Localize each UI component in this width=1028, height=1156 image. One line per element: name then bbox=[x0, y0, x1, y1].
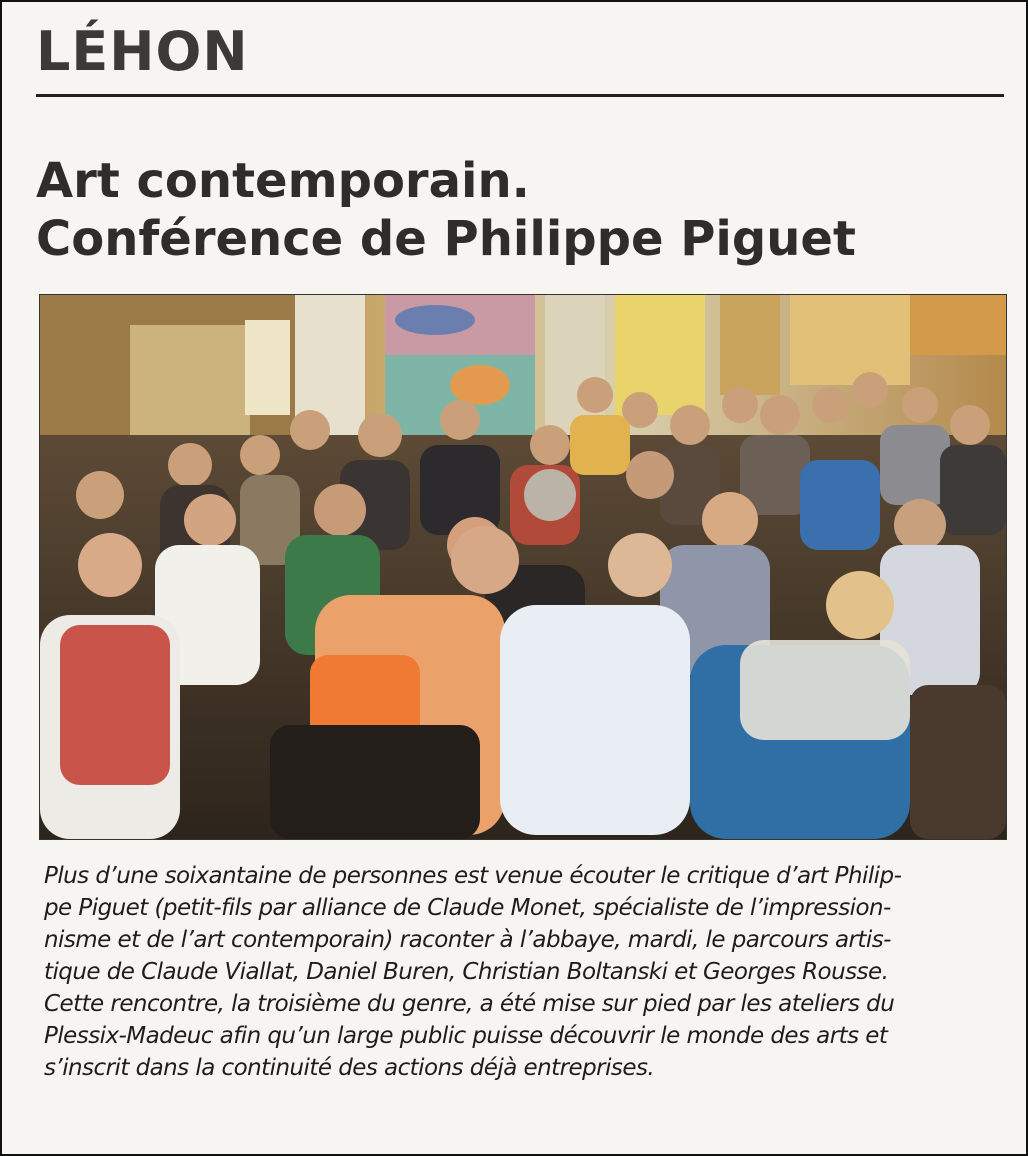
caption-line: Cette rencontre, la troisième du genre, a été mise sur pied par les ateliers du bbox=[44, 991, 895, 1017]
section-rule bbox=[36, 94, 1004, 97]
headline-line-1: Art contemporain. bbox=[36, 153, 530, 209]
caption-line: s’inscrit dans la continuité des actions déjà entreprises. bbox=[44, 1055, 655, 1081]
section-title: LÉHON bbox=[36, 20, 249, 83]
caption-line: Plessix-Madeuc afin qu’un large public puisse découvrir le monde des arts et bbox=[44, 1023, 888, 1049]
headline bbox=[36, 152, 996, 268]
caption-line: Plus d’une soixantaine de personnes est venue écouter le critique d’art Philip- bbox=[44, 863, 902, 889]
audience-photo bbox=[39, 294, 1007, 840]
caption-line: tique de Claude Viallat, Daniel Buren, Christian Boltanski et Georges Rousse. bbox=[44, 959, 889, 985]
headline-line-2: Conférence de Philippe Piguet bbox=[36, 211, 856, 267]
caption-line: nisme et de l’art contemporain) raconter à l’abbaye, mardi, le parcours artis- bbox=[44, 927, 891, 953]
photo-caption bbox=[44, 860, 1004, 1084]
caption-line: pe Piguet (petit-fils par alliance de Claude Monet, spécialiste de l’impression- bbox=[44, 895, 891, 921]
